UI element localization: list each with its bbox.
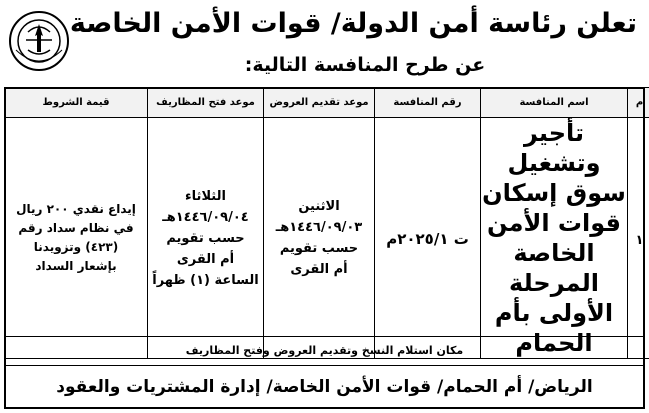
place-label: مكان استلام النسخ وتقديم العروض وفتح المظاريف <box>4 336 645 366</box>
opening-time: الساعة (١) ظهراً <box>152 272 259 288</box>
conditions-line-2: في نظام سداد رقم <box>18 221 134 235</box>
submission-calendar: حسب تقويم <box>279 241 359 256</box>
outer-frame <box>4 87 645 409</box>
row-number: ١ <box>635 232 644 248</box>
opening-day: الثلاثاء <box>185 188 226 204</box>
opening-calendar-name: أم القرى <box>176 251 235 267</box>
column-header-tender-number: رقم المنافسة <box>375 88 481 118</box>
tender-number: ت ٢٠٢٥/١م <box>386 229 469 248</box>
tender-name: تأجير وتشغيل سوق إسكان قوات الأمن الخاصة المرحلة الأولى بأم الحمام <box>482 119 626 357</box>
submission-day: الاثنين <box>298 199 340 214</box>
opening-calendar: حسب تقويم <box>166 230 245 246</box>
place-detail: الرياض/ أم الحمام/ قوات الأمن الخاصة/ إدارة المشتريات والعقود <box>56 377 593 397</box>
opening-date: ١٤٤٦/٠٩/٠٤هـ <box>162 209 249 225</box>
column-header-opening-date: موعد فتح المظاريف <box>148 88 264 118</box>
submission-calendar-name: أم القرى <box>290 262 348 277</box>
column-header-submission-date: موعد تقديم العروض <box>264 88 375 118</box>
submission-date: ١٤٤٦/٠٩/٠٣هـ <box>275 220 363 235</box>
announcement-title: تعلن رئاسة أمن الدولة/ قوات الأمن الخاصة <box>69 8 637 39</box>
announcement-subtitle: عن طرح المنافسة التالية: <box>244 54 486 76</box>
conditions-line-4: بإشعار السداد <box>35 259 117 273</box>
state-security-emblem-icon <box>8 10 70 72</box>
conditions-line-1: إيداع نقدي ٢٠٠ ريال <box>16 202 136 216</box>
column-header-name: اسم المنافسة <box>481 88 628 118</box>
column-header-conditions-value: قيمة الشروط <box>5 88 148 118</box>
conditions-line-3: (٤٢٣) وتزويدنا <box>33 240 119 254</box>
column-header-number: م <box>628 88 649 118</box>
